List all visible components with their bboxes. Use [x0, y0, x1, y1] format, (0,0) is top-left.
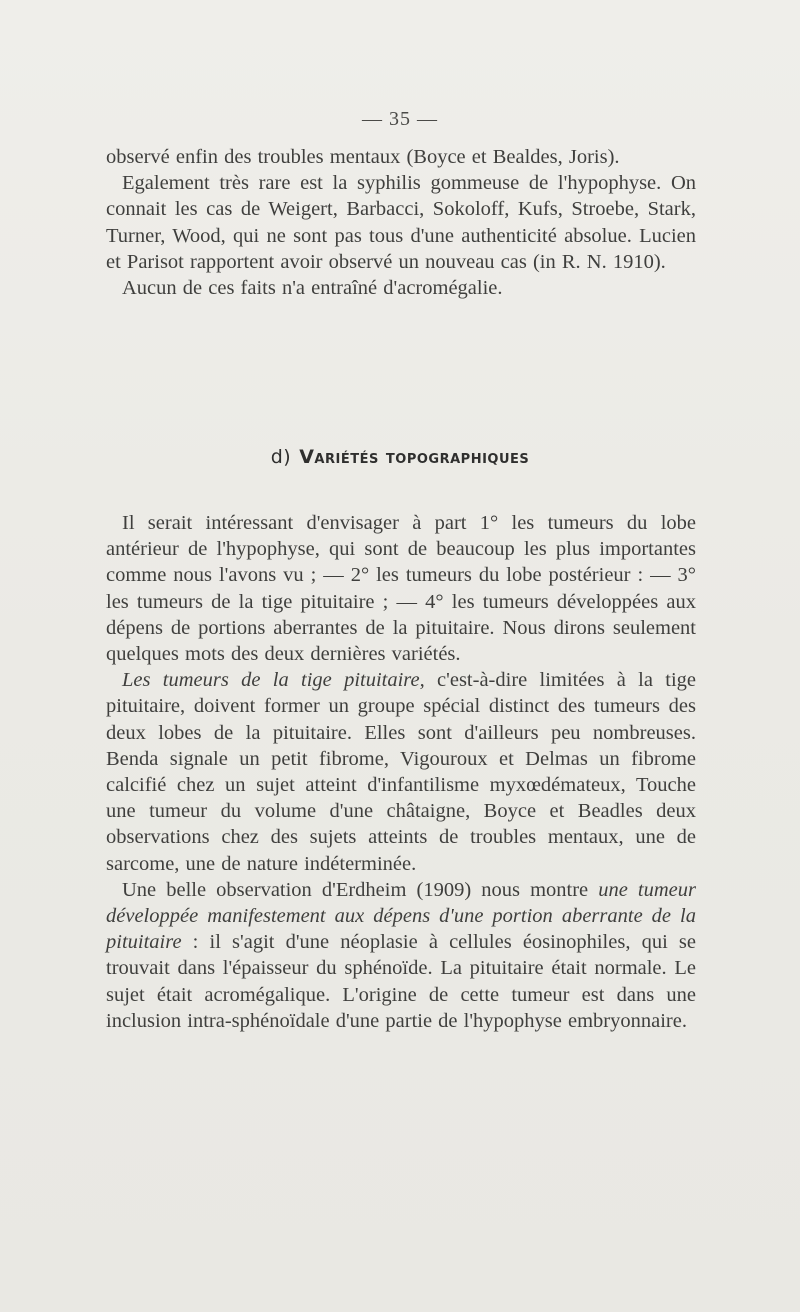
paragraph-erdheim-text: : il s'agit d'une néoplasie à cellules éosinophiles, qui se trouvait dans l'épaisseur du sphénoïde. La pituitaire était normale. Le sujet était acromégalique. L'origine de cette tumeur est dans une inclusion intra-sphénoïdale d'une partie de l'hypophyse embryonnaire.	[106, 931, 696, 1032]
paragraph-erdheim-lead: Une belle observation d'Erdheim (1909) nous montre	[122, 878, 599, 901]
paragraph-erdheim	[106, 877, 696, 1034]
paragraph-tige	[106, 667, 696, 877]
italic-erdheim: une tumeur développée manifestement aux dépens d'une portion aberrante de la pituitaire	[106, 878, 696, 954]
paragraph-syphilis: Egalement très rare est la syphilis gommeuse de l'hypophyse. On connait les cas de Weigert, Barbacci, Sokoloff, Kufs, Stroebe, Stark, Turner, Wood, qui ne sont pas tous d'une authenticité absolue. Lucien et Parisot rapportent avoir observé un nouveau cas (in R. N. 1910).	[106, 172, 696, 273]
section-label: d)	[270, 446, 292, 468]
paragraph-tige-text: c'est-à-dire limitées à la tige pituitaire, doivent former un groupe spécial distinct des tumeurs des deux lobes de la pituitaire. Elles sont d'ailleurs peu nombreuses. Benda signale un petit fibrome, Vigouroux et Delmas un fibrome calcifié chez un sujet atteint d'infantilisme myxœdémateux, Touche une tumeur du volume d'une châtaigne, Boyce et Beadles deux observations chez des sujets atteints de troubles mentaux, une de sarcome, une de nature indéterminée.	[106, 669, 696, 875]
section-title: Variétés topographiques	[299, 446, 530, 468]
paragraph-intro: Il serait intéressant d'envisager à part 1° les tumeurs du lobe antérieur de l'hypophyse, qui sont de beaucoup les plus importantes comme nous l'avons vu ; — 2° les tumeurs du lobe postérieur : — 3° les tumeurs de la tige pituitaire ; — 4° les tumeurs développées aux dépens de portions aberrantes de la pituitaire. Nous dirons seulement quelques mots des deux dernières variétés.	[106, 512, 696, 666]
italic-lead-tige: Les tumeurs de la tige pituitaire,	[122, 669, 425, 692]
page-number: — 35 —	[362, 108, 438, 130]
paragraph-continuation: observé enfin des troubles mentaux (Boyce et Bealdes, Joris).	[106, 146, 620, 168]
text-block-bottom	[106, 510, 696, 1034]
paragraph-acromegalie: Aucun de ces faits n'a entraîné d'acromégalie.	[122, 277, 503, 300]
section-heading	[0, 446, 800, 468]
text-block-top	[106, 144, 696, 301]
